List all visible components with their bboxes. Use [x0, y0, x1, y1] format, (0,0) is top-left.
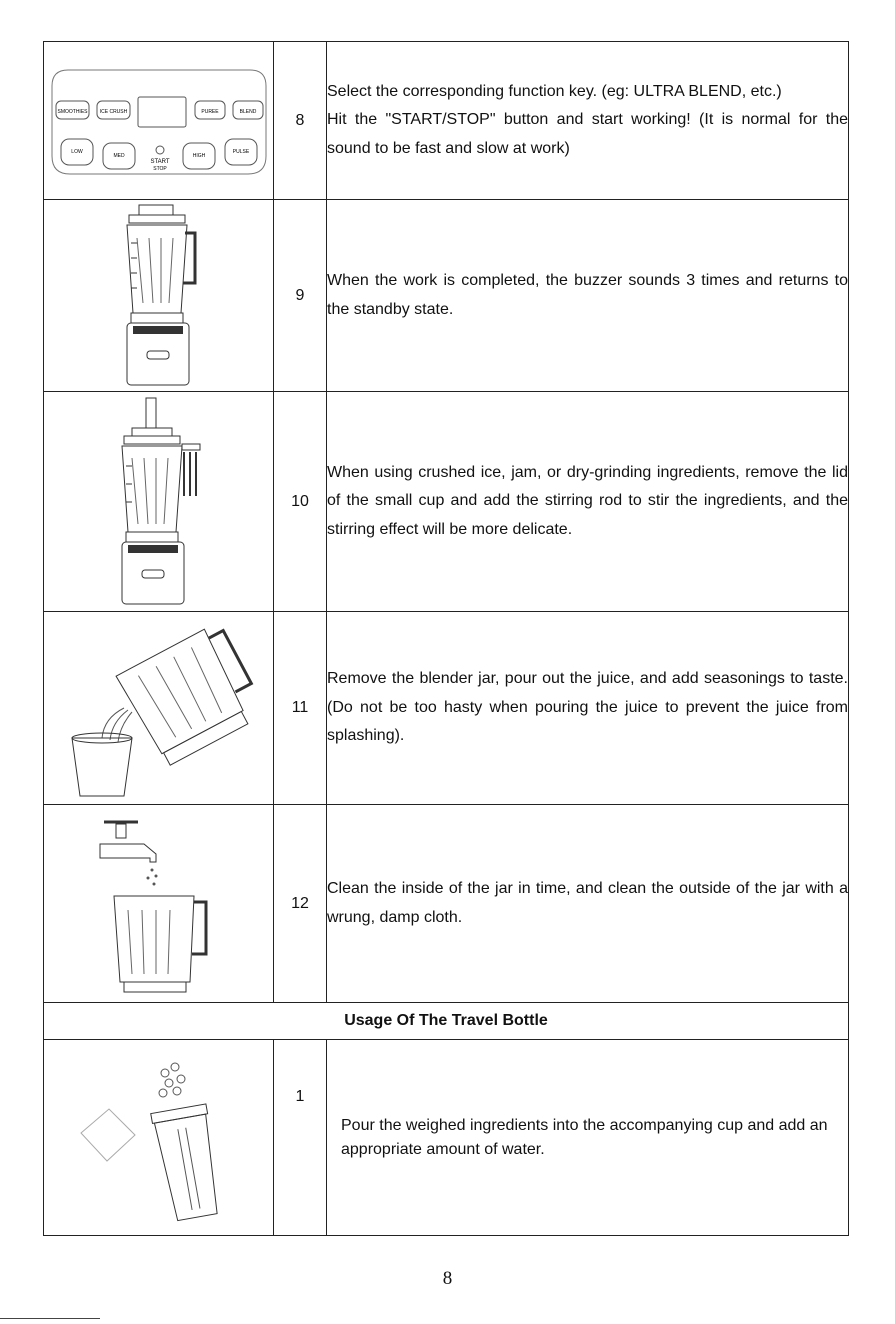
blender-illustration — [44, 200, 274, 392]
svg-text:LOW: LOW — [70, 148, 83, 155]
step-description — [327, 42, 849, 200]
svg-text:MED: MED — [112, 152, 125, 159]
step-number: 9 — [274, 200, 327, 392]
step-number: 1 — [274, 1040, 327, 1236]
travel-step-row-1 — [44, 1040, 849, 1236]
step-number: 11 — [274, 612, 327, 805]
travel-bottle-icon — [69, 1053, 249, 1223]
step-line: Select the corresponding function key. (eg: ULTRA BLEND, etc.) — [327, 82, 782, 100]
control-panel-icon — [48, 66, 270, 176]
step-number: 10 — [274, 392, 327, 612]
section-heading-row — [44, 1003, 849, 1040]
svg-text:BLEND: BLEND — [239, 108, 256, 115]
svg-text:START: START — [149, 158, 170, 165]
pouring-illustration — [44, 612, 274, 805]
footer-rule — [0, 1318, 100, 1319]
step-description: When using crushed ice, jam, or dry-grinding ingredients, remove the lid of the small cup and add the stirring rod to stir the ingredients, and the stirring effect will be more delicate. — [327, 392, 849, 612]
svg-text:ICE CRUSH: ICE CRUSH — [99, 108, 127, 115]
step-line: Hit the "START/STOP" button and start working! (It is normal for the sound to be fast and slow at work) — [327, 111, 848, 157]
travel-bottle-illustration — [44, 1040, 274, 1236]
step-row-10 — [44, 392, 849, 612]
page-number: 8 — [442, 1268, 453, 1289]
section-title: Usage Of The Travel Bottle — [44, 1003, 849, 1040]
blender-icon — [109, 203, 209, 389]
blender-tamper-icon — [104, 396, 214, 608]
step-number: 8 — [274, 42, 327, 200]
cleaning-illustration — [44, 805, 274, 1003]
instruction-table — [43, 41, 849, 1236]
svg-text:PUREE: PUREE — [200, 108, 219, 115]
svg-text:STOP: STOP — [152, 165, 167, 172]
step-description: When the work is completed, the buzzer sounds 3 times and returns to the standby state. — [327, 200, 849, 392]
step-description: Pour the weighed ingredients into the accompanying cup and add an appropriate amount of water. — [327, 1040, 849, 1236]
pouring-jar-icon — [54, 618, 264, 798]
svg-text:SMOOTHIES: SMOOTHIES — [56, 108, 88, 115]
step-row-12 — [44, 805, 849, 1003]
step-number: 12 — [274, 805, 327, 1003]
blender-with-tamper-illustration — [44, 392, 274, 612]
step-row-9 — [44, 200, 849, 392]
control-panel-illustration — [44, 42, 274, 200]
svg-text:HIGH: HIGH — [192, 152, 205, 159]
step-description: Clean the inside of the jar in time, and clean the outside of the jar with a wrung, damp cloth. — [327, 805, 849, 1003]
step-description: Remove the blender jar, pour out the juice, and add seasonings to taste. (Do not be too hasty when pouring the juice to prevent the juice from splashing). — [327, 612, 849, 805]
faucet-jar-icon — [94, 814, 224, 994]
svg-text:PULSE: PULSE — [232, 148, 249, 155]
step-row-8 — [44, 42, 849, 200]
step-row-11 — [44, 612, 849, 805]
